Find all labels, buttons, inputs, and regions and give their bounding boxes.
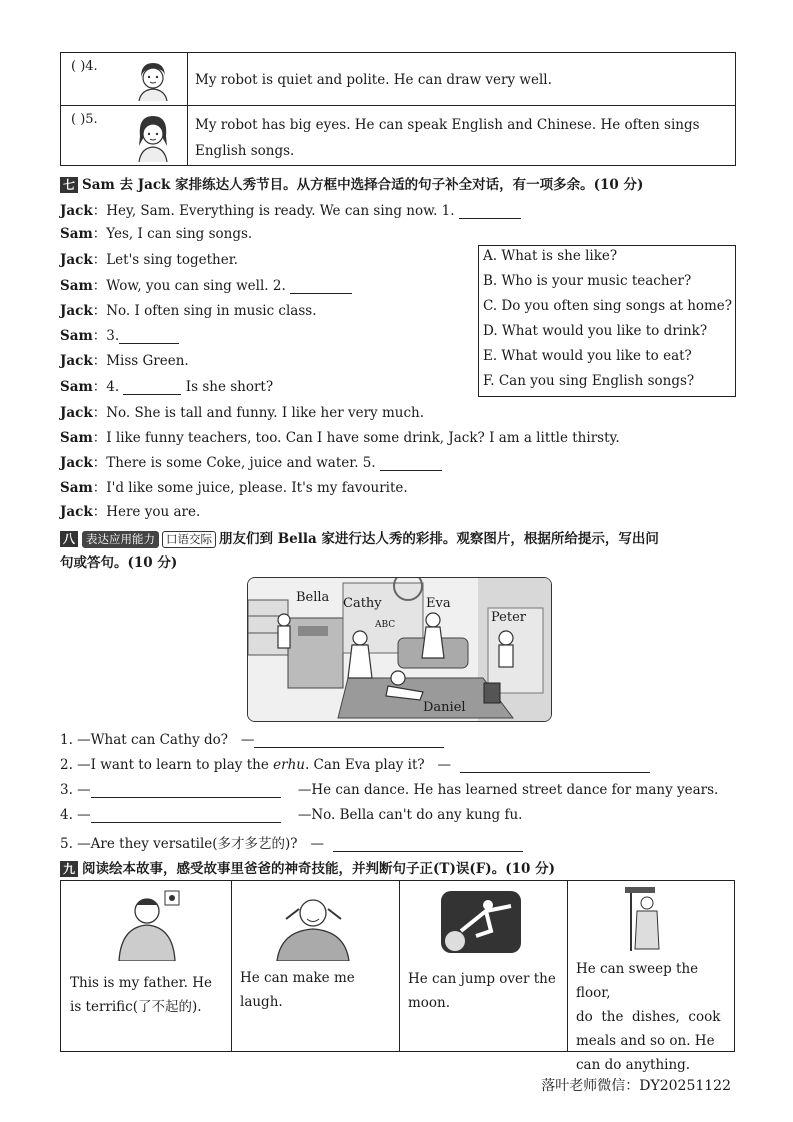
- answer-blank[interactable]: [91, 785, 281, 798]
- option-a: A. What is she like?: [483, 248, 618, 264]
- dialogue-line: Jack：Let's sing together.: [60, 252, 238, 268]
- jumping-father-icon: [441, 891, 521, 959]
- story-text: He can sweep the floor, do the dishes, cook meals and so on. He can do anything.: [576, 961, 721, 1073]
- story-text: He can make me laugh.: [240, 970, 355, 1010]
- father-portrait-icon: [109, 889, 189, 961]
- picture-label: Eva: [426, 596, 451, 611]
- answer-blank[interactable]: [333, 839, 523, 852]
- story-cell: [231, 881, 400, 1051]
- dialogue-line: Jack：Here you are.: [60, 504, 201, 520]
- dialogue-line: Sam：3.: [60, 324, 179, 344]
- dialogue-line: Sam：Yes, I can sing songs.: [60, 226, 253, 242]
- dialogue-line: Jack：There is some Coke, juice and water. 5.: [60, 451, 442, 471]
- rehearsal-picture: [247, 577, 552, 722]
- robot-description: My robot has big eyes. He can speak English and Chinese. He often sings English songs.: [195, 117, 700, 159]
- answer-slot-4[interactable]: ( )4.: [71, 59, 98, 74]
- picture-label: Bella: [296, 590, 330, 605]
- picture-label: Daniel: [423, 700, 466, 715]
- question-4: 4. — —No. Bella can't do any kung fu.: [60, 807, 523, 823]
- dialogue-line: Sam：Wow, you can sing well. 2.: [60, 274, 352, 294]
- robot-description: My robot is quiet and polite. He can draw very well.: [195, 72, 552, 88]
- answer-blank-1[interactable]: [459, 206, 521, 219]
- section-7-header: [60, 173, 643, 193]
- dialogue-line: Jack：Miss Green.: [60, 353, 189, 369]
- story-cell: [567, 881, 734, 1073]
- girl-avatar-icon: [131, 112, 175, 162]
- answer-blank-5[interactable]: [380, 458, 442, 471]
- option-f: F. Can you sing English songs?: [483, 373, 695, 389]
- table-row: [61, 105, 735, 166]
- laughing-father-icon: [271, 891, 356, 961]
- picture-label: Cathy: [343, 596, 382, 611]
- option-c: C. Do you often sing songs at home?: [483, 298, 733, 314]
- option-d: D. What would you like to drink?: [483, 323, 708, 339]
- table-row: [61, 53, 735, 105]
- robot-matching-table: [60, 52, 736, 166]
- living-room-illustration: [248, 578, 551, 721]
- dialogue-line: Jack：Hey, Sam. Everything is ready. We can sing now. 1.: [60, 199, 521, 219]
- section-title: 阅读绘本故事，感受故事里爸爸的神奇技能，并判断句子正(T)误(F)。(10 分): [82, 861, 555, 877]
- story-text: He can jump over the moon.: [408, 971, 556, 1011]
- section-8-header: [60, 527, 659, 548]
- answer-blank-4[interactable]: [123, 382, 181, 395]
- question-5: 5. —Are they versatile(多才多艺的)? —: [60, 832, 523, 852]
- answer-blank-2[interactable]: [290, 281, 352, 294]
- answer-blank[interactable]: [254, 735, 444, 748]
- question-3: 3. — —He can dance. He has learned street dance for many years.: [60, 782, 719, 798]
- dialogue-line: Jack：No. She is tall and funny. I like her very much.: [60, 405, 425, 421]
- skill-tag: 口语交际: [162, 531, 216, 548]
- story-cell: [61, 881, 232, 1051]
- answer-slot-5[interactable]: ( )5.: [71, 112, 98, 127]
- section-number: 九: [60, 861, 78, 877]
- section-title: Sam 去 Jack 家排练达人秀节目。从方框中选择合适的句子补全对话，有一项多余。(10 分): [82, 177, 644, 193]
- options-box: [478, 245, 736, 397]
- section-title-cont: 句或答句。(10 分): [60, 555, 178, 571]
- section-9-header: [60, 857, 555, 877]
- answer-blank[interactable]: [460, 760, 650, 773]
- answer-blank-3[interactable]: [119, 331, 179, 344]
- dialogue-line: Sam：I like funny teachers, too. Can I have some drink, Jack? I am a little thirsty.: [60, 430, 620, 446]
- footer-watermark: 落叶老师微信：DY20251122: [541, 1078, 731, 1094]
- question-1: 1. —What can Cathy do? —: [60, 732, 444, 748]
- sweeping-father-icon: [619, 885, 669, 955]
- dialogue-line: Sam：I'd like some juice, please. It's my favourite.: [60, 480, 408, 496]
- section-number: 八: [60, 531, 78, 547]
- section-number: 七: [60, 177, 78, 193]
- story-text: This is my father. He is terrific(了不起的).: [70, 975, 212, 1015]
- picture-label: Peter: [491, 610, 526, 625]
- picture-letters: ABC: [375, 620, 396, 630]
- option-b: B. Who is your music teacher?: [483, 273, 692, 289]
- question-2: 2. —I want to learn to play the erhu. Can Eva play it? —: [60, 757, 650, 773]
- dialogue-line: Sam：4. Is she short?: [60, 379, 274, 395]
- dialogue-line: Jack：No. I often sing in music class.: [60, 303, 317, 319]
- answer-blank[interactable]: [91, 810, 281, 823]
- skill-tag: 表达应用能力: [82, 531, 159, 548]
- story-cell: [399, 881, 568, 1051]
- boy-avatar-icon: [131, 59, 175, 101]
- section-title: 朋友们到 Bella 家进行达人秀的彩排。观察图片，根据所给提示，写出问: [219, 531, 659, 547]
- option-e: E. What would you like to eat?: [483, 348, 692, 364]
- picture-book-table: [60, 880, 735, 1073]
